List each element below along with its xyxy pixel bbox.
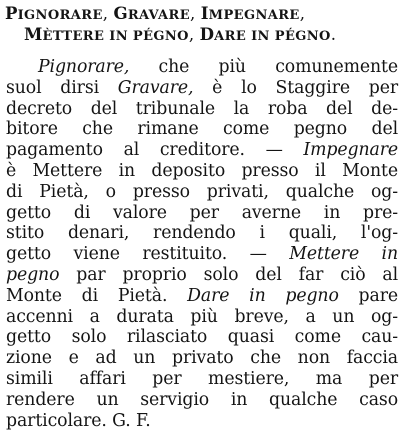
body-text: è lo Staggire per xyxy=(193,77,398,98)
heading-term-initial: I xyxy=(200,3,209,23)
heading-term xyxy=(24,25,189,44)
body-text: getto solo rilasciato quasi come cau- xyxy=(6,327,398,348)
heading-term-rest: MPEGNARE xyxy=(208,8,300,23)
body-text: par proprio solo del far ciò al xyxy=(59,265,398,285)
heading-term-rest: RAVARE xyxy=(127,8,191,23)
heading-separator: , xyxy=(102,4,114,23)
body-text-line xyxy=(6,369,398,390)
italic-term: Dare in pegno xyxy=(187,285,339,306)
body-text: decreto del tribunale la roba del de- xyxy=(6,98,398,119)
body-text: stito denari, rendendo i quali, l'og- xyxy=(6,223,398,244)
body-text: pare xyxy=(338,285,398,306)
heading-separator: , xyxy=(188,25,200,44)
italic-term: Pignorare, xyxy=(38,57,130,77)
heading-term-rest: ARE IN PÉGNO xyxy=(214,29,331,44)
heading-separator: . xyxy=(330,25,337,44)
italic-term: pegno xyxy=(6,265,60,285)
body-text-line xyxy=(6,244,398,265)
body-text: particolare. G. F. xyxy=(6,410,151,431)
body-text-line xyxy=(6,286,398,307)
body-text: getto di valore per averne in pre- xyxy=(6,202,398,223)
heading-separator: , xyxy=(299,4,306,23)
body-text-line xyxy=(6,307,398,328)
heading-separator: , xyxy=(190,4,201,23)
heading-term-initial: G xyxy=(113,3,128,23)
heading-term-rest: IGNORARE xyxy=(17,8,103,23)
body-text: di Pietà, o presso privati, qualche og- xyxy=(6,181,398,202)
italic-term: Mettere in xyxy=(289,244,398,265)
body-text: zione e ad un privato che non faccia xyxy=(6,348,398,369)
body-text-line xyxy=(6,119,398,140)
body-text: rendere un servigio in qualche caso xyxy=(6,389,398,410)
italic-term: Impegnare xyxy=(303,140,398,161)
body-text: bitore che rimane come pegno del xyxy=(6,119,398,140)
heading-term xyxy=(201,4,300,23)
body-text-line xyxy=(6,348,398,369)
body-text: suol dirsi xyxy=(6,77,118,98)
body-text: Monte di Pietà. xyxy=(6,285,188,306)
heading-term-rest: ÈTTERE IN PÉGNO xyxy=(42,29,189,44)
body-text: getto viene restituito. — xyxy=(6,244,290,265)
body-text-line xyxy=(6,182,398,203)
body-text-line xyxy=(6,265,398,286)
entry-heading-line-2 xyxy=(24,23,400,48)
body-text-line xyxy=(6,140,398,161)
body-text-line xyxy=(6,223,398,244)
heading-term-initial: M xyxy=(24,24,43,44)
body-text: simili affari per mestiere, ma per xyxy=(6,369,398,389)
body-text-line xyxy=(38,57,398,78)
body-text-line xyxy=(6,161,398,182)
body-text-line xyxy=(6,411,398,432)
body-text-line xyxy=(6,78,398,99)
body-text: che più comunemente xyxy=(129,57,398,77)
heading-term xyxy=(114,4,191,23)
body-text-line xyxy=(6,327,398,348)
body-text-line xyxy=(6,203,398,224)
body-text: pagamento al creditore. — xyxy=(6,140,304,161)
body-text-line xyxy=(6,390,398,411)
heading-term-initial: D xyxy=(199,24,215,44)
body-text-line xyxy=(6,99,398,120)
heading-term xyxy=(5,4,103,23)
italic-term: Gravare, xyxy=(117,77,194,98)
body-text: è Mettere in deposito presso il Monte xyxy=(6,161,398,181)
heading-term-initial: P xyxy=(5,3,18,23)
heading-term xyxy=(200,25,331,44)
body-text: accenni a durata più breve, a un og- xyxy=(6,306,398,327)
